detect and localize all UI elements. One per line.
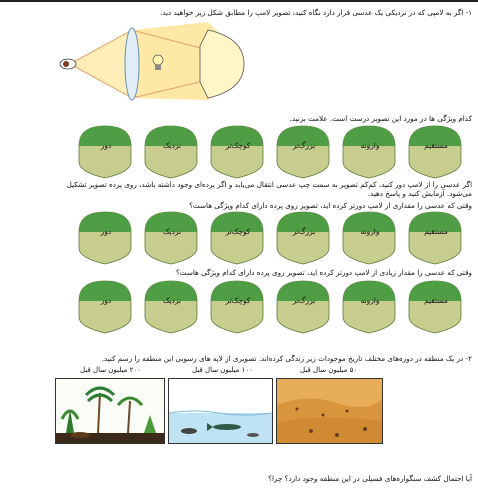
q2-intro: ۲- در یک منطقه در دوره‌های مختلف تاریخ موجودات زیر زندگی کرده‌اند. تصویری از لایه های رسوبی این منطقه را رسم کنید. bbox=[101, 354, 472, 363]
q1-para2-line1: اگر عدسی را از لامپ دور کنید، کم‌کم تصویر به سمت چپ عدسی انتقال می‌یابد و اگر پرده‌ای وجود داشته باشد، روی پرده تصویر تشکیل bbox=[66, 180, 472, 189]
option-straight[interactable]: مستقیم bbox=[407, 279, 465, 335]
option-smaller[interactable]: کوچک‌تر bbox=[209, 124, 267, 180]
option-larger[interactable]: بزرگ‌تر bbox=[275, 124, 333, 180]
option-near[interactable]: نزدیک bbox=[143, 210, 201, 266]
option-straight[interactable]: مستقیم bbox=[407, 124, 465, 180]
option-far[interactable]: دور bbox=[77, 279, 135, 335]
plants-illustration bbox=[56, 379, 164, 443]
fossil-panel-plants bbox=[55, 378, 165, 444]
q1-para2-line2: می‌شود. آزمایش کنید و پاسخ دهید. bbox=[367, 189, 472, 198]
option-smaller[interactable]: کوچک‌تر bbox=[209, 210, 267, 266]
option-inverted[interactable]: وارونه bbox=[341, 279, 399, 335]
lens-diagram bbox=[58, 20, 248, 110]
fossil-panel-water bbox=[168, 378, 273, 444]
options-row-2 bbox=[0, 210, 478, 268]
option-inverted[interactable]: وارونه bbox=[341, 210, 399, 266]
water-illustration bbox=[169, 379, 272, 443]
option-inverted[interactable]: وارونه bbox=[341, 124, 399, 180]
top-border bbox=[0, 0, 478, 2]
q1-question-c: وقتی که عدسی را مقدار زیادی از لامپ دورتر کرده اید، تصویر روی پرده دارای کدام ویژگی هاست؟ bbox=[175, 268, 472, 277]
options-row-3 bbox=[0, 279, 478, 337]
q1-prompt: کدام ویژگی ها در مورد این تصویر درست است. علامت بزنید. bbox=[289, 114, 472, 123]
option-far[interactable]: دور bbox=[77, 124, 135, 180]
time-label-50: ۵۰ میلیون سال قبل bbox=[300, 366, 358, 374]
desert-illustration bbox=[277, 379, 382, 443]
options-row-1 bbox=[0, 124, 478, 182]
time-label-200: ۲۰۰ میلیون سال قبل bbox=[80, 366, 141, 374]
option-near[interactable]: نزدیک bbox=[143, 124, 201, 180]
time-label-100: ۱۰۰ میلیون سال قبل bbox=[192, 366, 253, 374]
q2-question: آیا احتمال کشف سنگواره‌های فسیلی در این منطقه وجود دارد؟ چرا؟ bbox=[268, 474, 472, 483]
fossil-panel-desert bbox=[276, 378, 383, 444]
option-smaller[interactable]: کوچک‌تر bbox=[209, 279, 267, 335]
option-larger[interactable]: بزرگ‌تر bbox=[275, 210, 333, 266]
option-larger[interactable]: بزرگ‌تر bbox=[275, 279, 333, 335]
option-straight[interactable]: مستقیم bbox=[407, 210, 465, 266]
q1-intro: ۱- اگر به لامپی که در نزدیکی یک عدسی قرار دارد نگاه کنید، تصویر لامپ را مطابق شکل زیر خواهید دید. bbox=[160, 8, 472, 17]
option-near[interactable]: نزدیک bbox=[143, 279, 201, 335]
q1-question-b: وقتی که عدسی را مقداری از لامپ دورتر کرده اید، تصویر روی پرده دارای کدام ویژگی هاست؟ bbox=[189, 201, 472, 210]
option-far[interactable]: دور bbox=[77, 210, 135, 266]
